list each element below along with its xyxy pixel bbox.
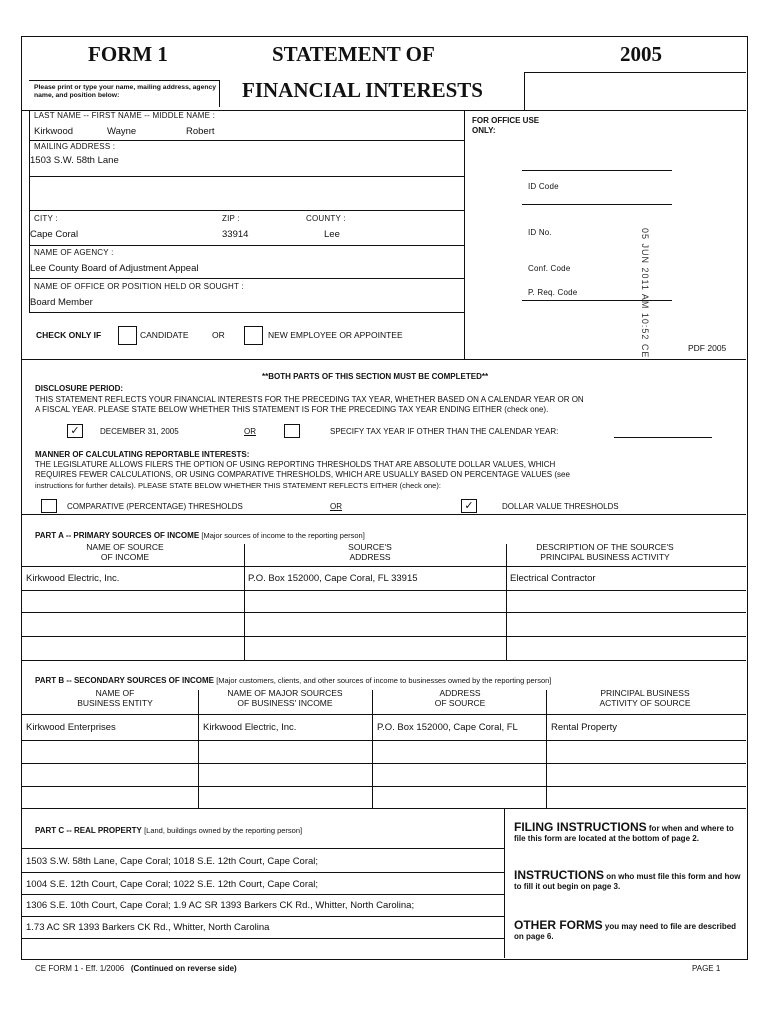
agency[interactable]: Lee County Board of Adjustment Appeal — [30, 263, 199, 274]
part-a-row1-name[interactable]: Kirkwood Electric, Inc. — [26, 573, 120, 584]
part-a-row1-address[interactable]: P.O. Box 152000, Cape Coral, FL 33915 — [248, 573, 418, 584]
specify-label: SPECIFY TAX YEAR IF OTHER THAN THE CALENDAR YEAR: — [330, 427, 559, 436]
office-label: NAME OF OFFICE OR POSITION HELD OR SOUGHT : — [34, 282, 244, 291]
dollar-label: DOLLAR VALUE THRESHOLDS — [502, 502, 619, 511]
id-no-label: ID No. — [528, 228, 552, 237]
period-text-2: A FISCAL YEAR. PLEASE STATE BELOW WHETHER THIS STATEMENT IS FOR THE PRECEDING TAX YEAR ENDING EITHER (check one). — [35, 405, 549, 414]
part-b-col1-header: NAME OF BUSINESS ENTITY — [77, 688, 153, 708]
last-name[interactable]: Kirkwood — [34, 126, 74, 137]
both-parts-notice: **BOTH PARTS OF THIS SECTION MUST BE COMPLETED** — [262, 372, 489, 381]
part-b-row1-activity[interactable]: Rental Property — [551, 722, 618, 733]
candidate-label: CANDIDATE — [140, 330, 189, 340]
part-a-col1-header: NAME OF SOURCE OF INCOME — [86, 542, 164, 562]
instructions-note: INSTRUCTIONS on who must file this form and how to fill it out begin on page 3. — [514, 868, 741, 891]
or-label-3: OR — [330, 502, 342, 511]
manner-text-1: THE LEGISLATURE ALLOWS FILERS THE OPTION OF USING REPORTING THRESHOLDS THAT ARE ABSOLUTE DOLLAR VALUES, WHICH — [35, 460, 556, 469]
comparative-checkbox[interactable] — [41, 499, 57, 513]
mailing-label: MAILING ADDRESS : — [34, 142, 116, 151]
part-b-row1-address[interactable]: P.O. Box 152000, Cape Coral, FL — [377, 722, 518, 733]
office[interactable]: Board Member — [30, 297, 93, 308]
or-label: OR — [212, 330, 225, 340]
part-b-col3-header: ADDRESS OF SOURCE — [434, 688, 486, 708]
part-b-title: PART B -- SECONDARY SOURCES OF INCOME [Major customers, clients, and other sources of income to businesses owned by the reporting person] — [35, 676, 552, 685]
middle-name[interactable]: Robert — [186, 126, 215, 137]
disclosure-period-title: DISCLOSURE PERIOD: — [35, 384, 124, 393]
print-instruction: Please print or type your name, mailing address, agency name, and position below: — [34, 84, 217, 99]
part-b-row1-source[interactable]: Kirkwood Electric, Inc. — [203, 722, 297, 733]
part-b-col4-header: PRINCIPAL BUSINESS ACTIVITY OF SOURCE — [599, 688, 691, 708]
or-label-2: OR — [244, 427, 256, 436]
agency-label: NAME OF AGENCY : — [34, 248, 114, 257]
check-only-if-label: CHECK ONLY IF — [36, 330, 102, 340]
specify-checkbox[interactable] — [284, 424, 300, 438]
part-c-title: PART C -- REAL PROPERTY [Land, buildings owned by the reporting person] — [35, 826, 303, 835]
office-use-title: FOR OFFICE USE ONLY: — [472, 116, 540, 135]
part-c-row2[interactable]: 1004 S.E. 12th Court, Cape Coral; 1022 S.E. 12th Court, Cape Coral; — [26, 879, 319, 890]
form-number: FORM 1 — [88, 42, 168, 66]
part-c-row1[interactable]: 1503 S.W. 58th Lane, Cape Coral; 1018 S.E. 12th Court, Cape Coral; — [26, 856, 319, 867]
manner-title: MANNER OF CALCULATING REPORTABLE INTERESTS: — [35, 450, 250, 459]
county[interactable]: Lee — [324, 229, 340, 240]
footer-left: CE FORM 1 - Eff. 1/2006 (Continued on reverse side) — [35, 964, 237, 973]
filing-instructions: FILING INSTRUCTIONS for when and where to file this form are located at the bottom of page 2. — [514, 820, 734, 843]
name-label: LAST NAME -- FIRST NAME -- MIDDLE NAME : — [34, 111, 216, 120]
form-year: 2005 — [620, 42, 662, 66]
county-label: COUNTY : — [306, 214, 346, 223]
received-stamp: 05 JUN 2011 AM 10:52 CE — [640, 228, 650, 359]
part-c-row3[interactable]: 1306 S.E. 10th Court, Cape Coral; 1.9 AC SR 1393 Barkers CK Rd., Whitter, North Carolina; — [26, 900, 415, 911]
comparative-label: COMPARATIVE (PERCENTAGE) THRESHOLDS — [67, 502, 243, 511]
city[interactable]: Cape Coral — [30, 229, 79, 240]
first-name[interactable]: Wayne — [107, 126, 137, 137]
zip[interactable]: 33914 — [222, 229, 249, 240]
footer-page: PAGE 1 — [692, 964, 721, 973]
dollar-checkbox[interactable]: ✓ — [461, 499, 477, 513]
part-b-col2-header: NAME OF MAJOR SOURCES OF BUSINESS' INCOME — [227, 688, 343, 708]
new-employee-checkbox[interactable] — [244, 326, 263, 345]
part-b-row1-entity[interactable]: Kirkwood Enterprises — [26, 722, 116, 733]
form-title-line1: STATEMENT OF — [272, 42, 435, 66]
other-forms-note: OTHER FORMS you may need to file are described on page 6. — [514, 918, 737, 941]
id-code-label: ID Code — [528, 182, 559, 191]
part-c-row4[interactable]: 1.73 AC SR 1393 Barkers CK Rd., Whitter, North Carolina — [26, 922, 270, 933]
p-req-code-label: P. Req. Code — [528, 288, 578, 297]
december-checkbox[interactable]: ✓ — [67, 424, 83, 438]
part-a-col3-header: DESCRIPTION OF THE SOURCE'S PRINCIPAL BUSINESS ACTIVITY — [536, 542, 674, 562]
part-a-col2-header: SOURCE'S ADDRESS — [348, 542, 392, 562]
conf-code-label: Conf. Code — [528, 264, 571, 273]
manner-text-3: instructions for further details). PLEASE STATE BELOW WHETHER THIS STATEMENT REFLECTS EITHER (check one): — [35, 481, 441, 490]
part-a-title: PART A -- PRIMARY SOURCES OF INCOME [Major sources of income to the reporting person] — [35, 531, 365, 540]
candidate-checkbox[interactable] — [118, 326, 137, 345]
new-employee-label: NEW EMPLOYEE OR APPOINTEE — [268, 330, 403, 340]
zip-label: ZIP : — [222, 214, 240, 223]
part-a-row1-description[interactable]: Electrical Contractor — [510, 573, 596, 584]
manner-text-2: REQUIRES FEWER CALCULATIONS, OR USING COMPARATIVE THRESHOLDS, WHICH ARE USUALLY BASED ON PERCENTAGE VALUES (see — [35, 470, 570, 479]
dec31-label: DECEMBER 31, 2005 — [100, 427, 179, 436]
pdf-label: PDF 2005 — [688, 343, 727, 353]
city-label: CITY : — [34, 214, 58, 223]
form-title-line2: FINANCIAL INTERESTS — [242, 78, 483, 102]
period-text-1: THIS STATEMENT REFLECTS YOUR FINANCIAL INTERESTS FOR THE PRECEDING TAX YEAR, WHETHER BASED ON A CALENDAR YEAR OR ON — [35, 395, 584, 404]
mailing-address[interactable]: 1503 S.W. 58th Lane — [30, 155, 119, 166]
